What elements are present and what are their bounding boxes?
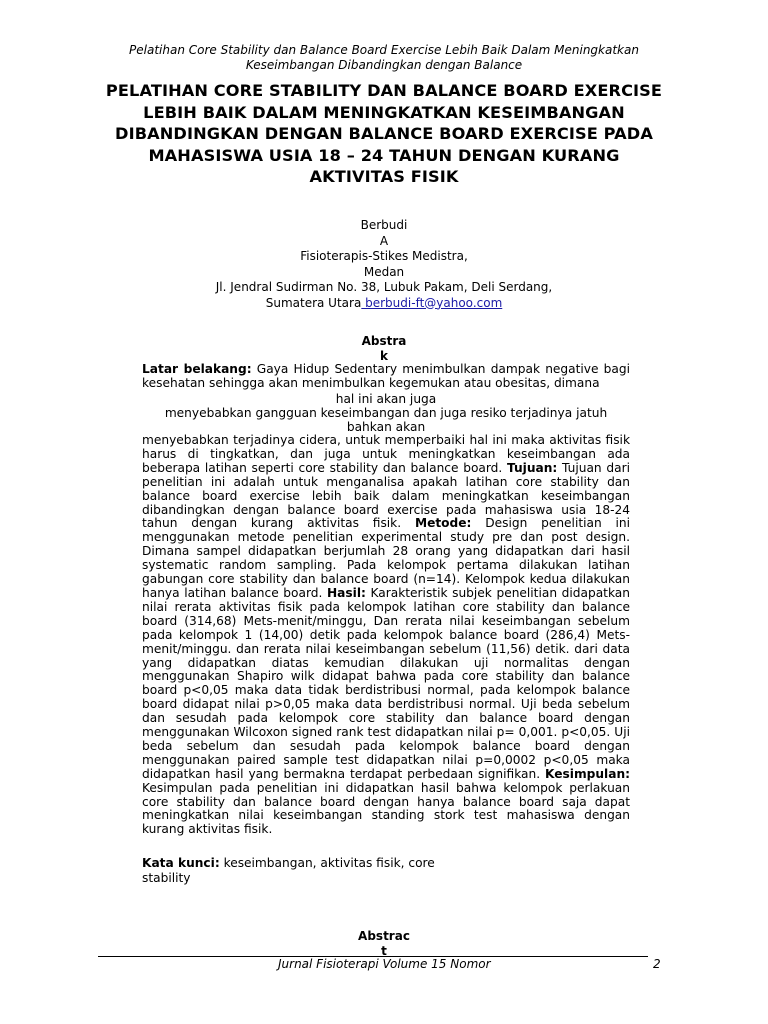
author-address: Jl. Jendral Sudirman No. 38, Lubuk Pakam, Deli Serdang,	[215, 280, 553, 294]
abstrak-paragraph-main	[142, 434, 630, 837]
latar-belakang-text2: menyebabkan terjadinya cidera, untuk memperbaiki hal ini maka aktivitas fisik harus di tingkatkan, dan juga untuk meningkatkan keseimbangan ada beberapa latihan seperti core stability dan balance board.	[142, 433, 630, 475]
footer-journal: Jurnal Fisioterapi Volume 15 Nomor	[278, 957, 491, 971]
author-region-email	[150, 296, 618, 312]
footer-page-number: 2	[653, 957, 661, 971]
abstrak-paragraph-intro	[142, 363, 630, 391]
abstract-heading-part2: t	[381, 944, 387, 958]
latar-center3: bahkan akan	[346, 419, 426, 434]
latar-belakang-text1: Gaya Hidup Sedentary menimbulkan dampak negative bagi kesehatan sehingga akan menimbulkan kegemukan atau obesitas, dimana	[142, 362, 630, 390]
abstrak-centered-line2	[142, 407, 630, 435]
keywords-text: keseimbangan, aktivitas fisik, core stability	[142, 856, 435, 885]
keywords-label: Kata kunci:	[142, 856, 220, 870]
tujuan-label: Tujuan:	[507, 460, 558, 475]
abstrak-heading-part1: Abstra	[361, 334, 407, 348]
author-name-line1: Berbudi	[360, 218, 408, 232]
paper-title: PELATIHAN CORE STABILITY DAN BALANCE BOARD EXERCISE LEBIH BAIK DALAM MENINGKATKAN KESEIMBANGAN DIBANDINGKAN DENGAN BALANCE BOARD EXERCISE PADA MAHASISWA USIA 18 – 24 TAHUN DENGAN KURANG AKTIVITAS FISIK	[105, 81, 663, 186]
latar-belakang-label: Latar belakang:	[142, 362, 252, 376]
latar-center2: menyebabkan gangguan keseimbangan dan juga resiko terjadinya jatuh	[164, 406, 608, 420]
hasil-label: Hasil:	[326, 585, 366, 600]
abstrak-heading	[334, 334, 434, 363]
running-header-line2: Keseimbangan Dibandingkan dengan Balance	[245, 57, 523, 72]
tujuan-text: Tujuan dari penelitian ini adalah untuk menganalisa apakah latihan core stability dan balance board exercise lebih baik dalam meningkatkan keseimbangan dibandingkan dengan balance board exercise pada mahasiswa usia 18-24 tahun dengan kurang aktivitas fisik.	[142, 460, 630, 531]
running-header	[100, 43, 668, 72]
latar-center1: hal ini akan juga	[335, 392, 437, 406]
kesimpulan-label: Kesimpulan:	[545, 766, 630, 781]
kesimpulan-text: Kesimpulan pada penelitian ini didapatkan hasil bahwa kelompok perlakuan core stability dan balance board dengan hanya balance board saja dapat meningkatkan nilai keseimbangan standing stork test mahasiswa dengan kurang aktivitas fisik.	[142, 780, 630, 837]
metode-label: Metode:	[414, 516, 472, 531]
author-region: Sumatera Utara	[265, 295, 362, 310]
author-email-link[interactable]: berbudi-ft@yahoo.com	[361, 295, 503, 310]
hasil-text: Karakteristik subjek penelitian didapatkan nilai rerata aktivitas fisik pada kelompok latihan core stability dan balance board (314,68) Mets-menit/minggu, Dan rerata nilai keseimbangan sebelum pada kelompok 1 (14,00) detik pada kelompok balance board (286,4) Mets-menit/minggu. dan rerata nilai keseimbangan sebelum (11,56) detik. dari data yang didapatkan diatas kemudian dilakukan uji normalitas dengan menggunakan Shapiro wilk didapat bahwa pada core stability dan balance board p<0,05 maka data tidak berdistribusi normal, pada kelompok balance board didapat nilai p>0,05 maka data berdistribusi normal. Uji beda sebelum dan sesudah pada kelompok core stability dan balance board dengan menggunakan Wilcoxon signed rank test didapatkan nilai p= 0,001. p<0,05. Uji beda sebelum dan sesudah pada kelompok balance board dengan menggunakan paired sample test didapatkan nilai p=0,0002 p<0,05 maka didapatkan hasil yang bermakna terdapat perbedaan signifikan.	[142, 585, 630, 781]
running-header-line1: Pelatihan Core Stability dan Balance Board Exercise Lebih Baik Dalam Meningkatkan	[129, 43, 639, 57]
author-affiliation: Fisioterapis-Stikes Medistra,	[300, 249, 468, 263]
abstrak-centered-line1	[142, 393, 630, 407]
author-name-line2: A	[379, 233, 389, 248]
author-city: Medan	[363, 264, 405, 279]
metode-text: Design penelitian ini menggunakan metode penelitian experimental study pre dan post design. Dimana sampel didapatkan berjumlah 28 orang yang didapatkan dari hasil systematic random sampling. Pada kelompok pertama dilakukan latihan gabungan core stability dan balance board (n=14). Kelompok kedua dilakukan hanya latihan balance board.	[142, 516, 630, 600]
abstract-heading-part1: Abstrac	[358, 929, 410, 943]
keywords	[142, 856, 442, 885]
abstract-heading	[334, 929, 434, 959]
abstrak-heading-part2: k	[380, 348, 388, 363]
author-block	[150, 218, 618, 311]
